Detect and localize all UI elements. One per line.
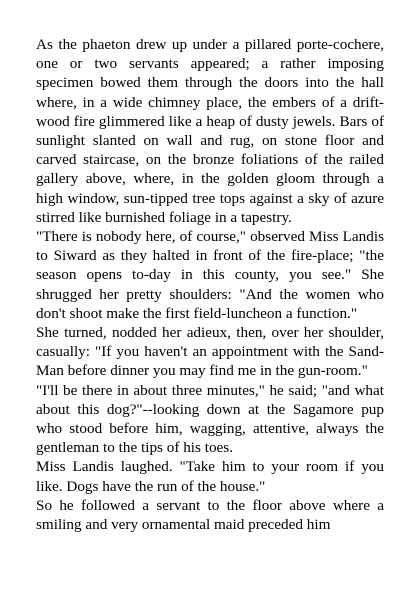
paragraph-3: She turned, nodded her adieux, then, over her shoulder, casually: "If you haven't an appointment with the Sand-Man before dinner you may find me in the gun-room."	[36, 324, 384, 380]
paragraph-6: So he followed a servant to the floor above where a smiling and very ornamental maid preceded him	[36, 496, 384, 534]
paragraph-5: Miss Landis laughed. "Take him to your room if you like. Dogs have the run of the house."	[36, 458, 384, 495]
paragraph-1: As the phaeton drew up under a pillared porte-cochere, one or two servants appeared; a rather imposing specimen bowed them through the doors into the hall where, in a wide chimney place, the embers of a drift-wood fire glimmered like a heap of dusty jewels. Bars of sunlight slanted on wall and rug, on stone floor and carved staircase, on the bronze foliations of the railed gallery above, where, in the golden gloom through a high window, sun-tipped tree tops against a sky of azure stirred like burnished foliage in a tapestry.	[36, 36, 384, 226]
paragraph-4: "I'll be there in about three minutes," he said; "and what about this dog?"--looking down at the Sagamore pup who stood before him, wagging, attentive, always the gentleman to the tips of his toes.	[36, 381, 384, 457]
paragraph-2: "There is nobody here, of course," observed Miss Landis to Siward as they halted in front of the fire-place; "the season opens to-day in this county, you see." She shrugged her pretty shoulders: "And the women who don't shoot make the first field-luncheon a function."	[36, 228, 384, 322]
page-text	[36, 35, 384, 534]
